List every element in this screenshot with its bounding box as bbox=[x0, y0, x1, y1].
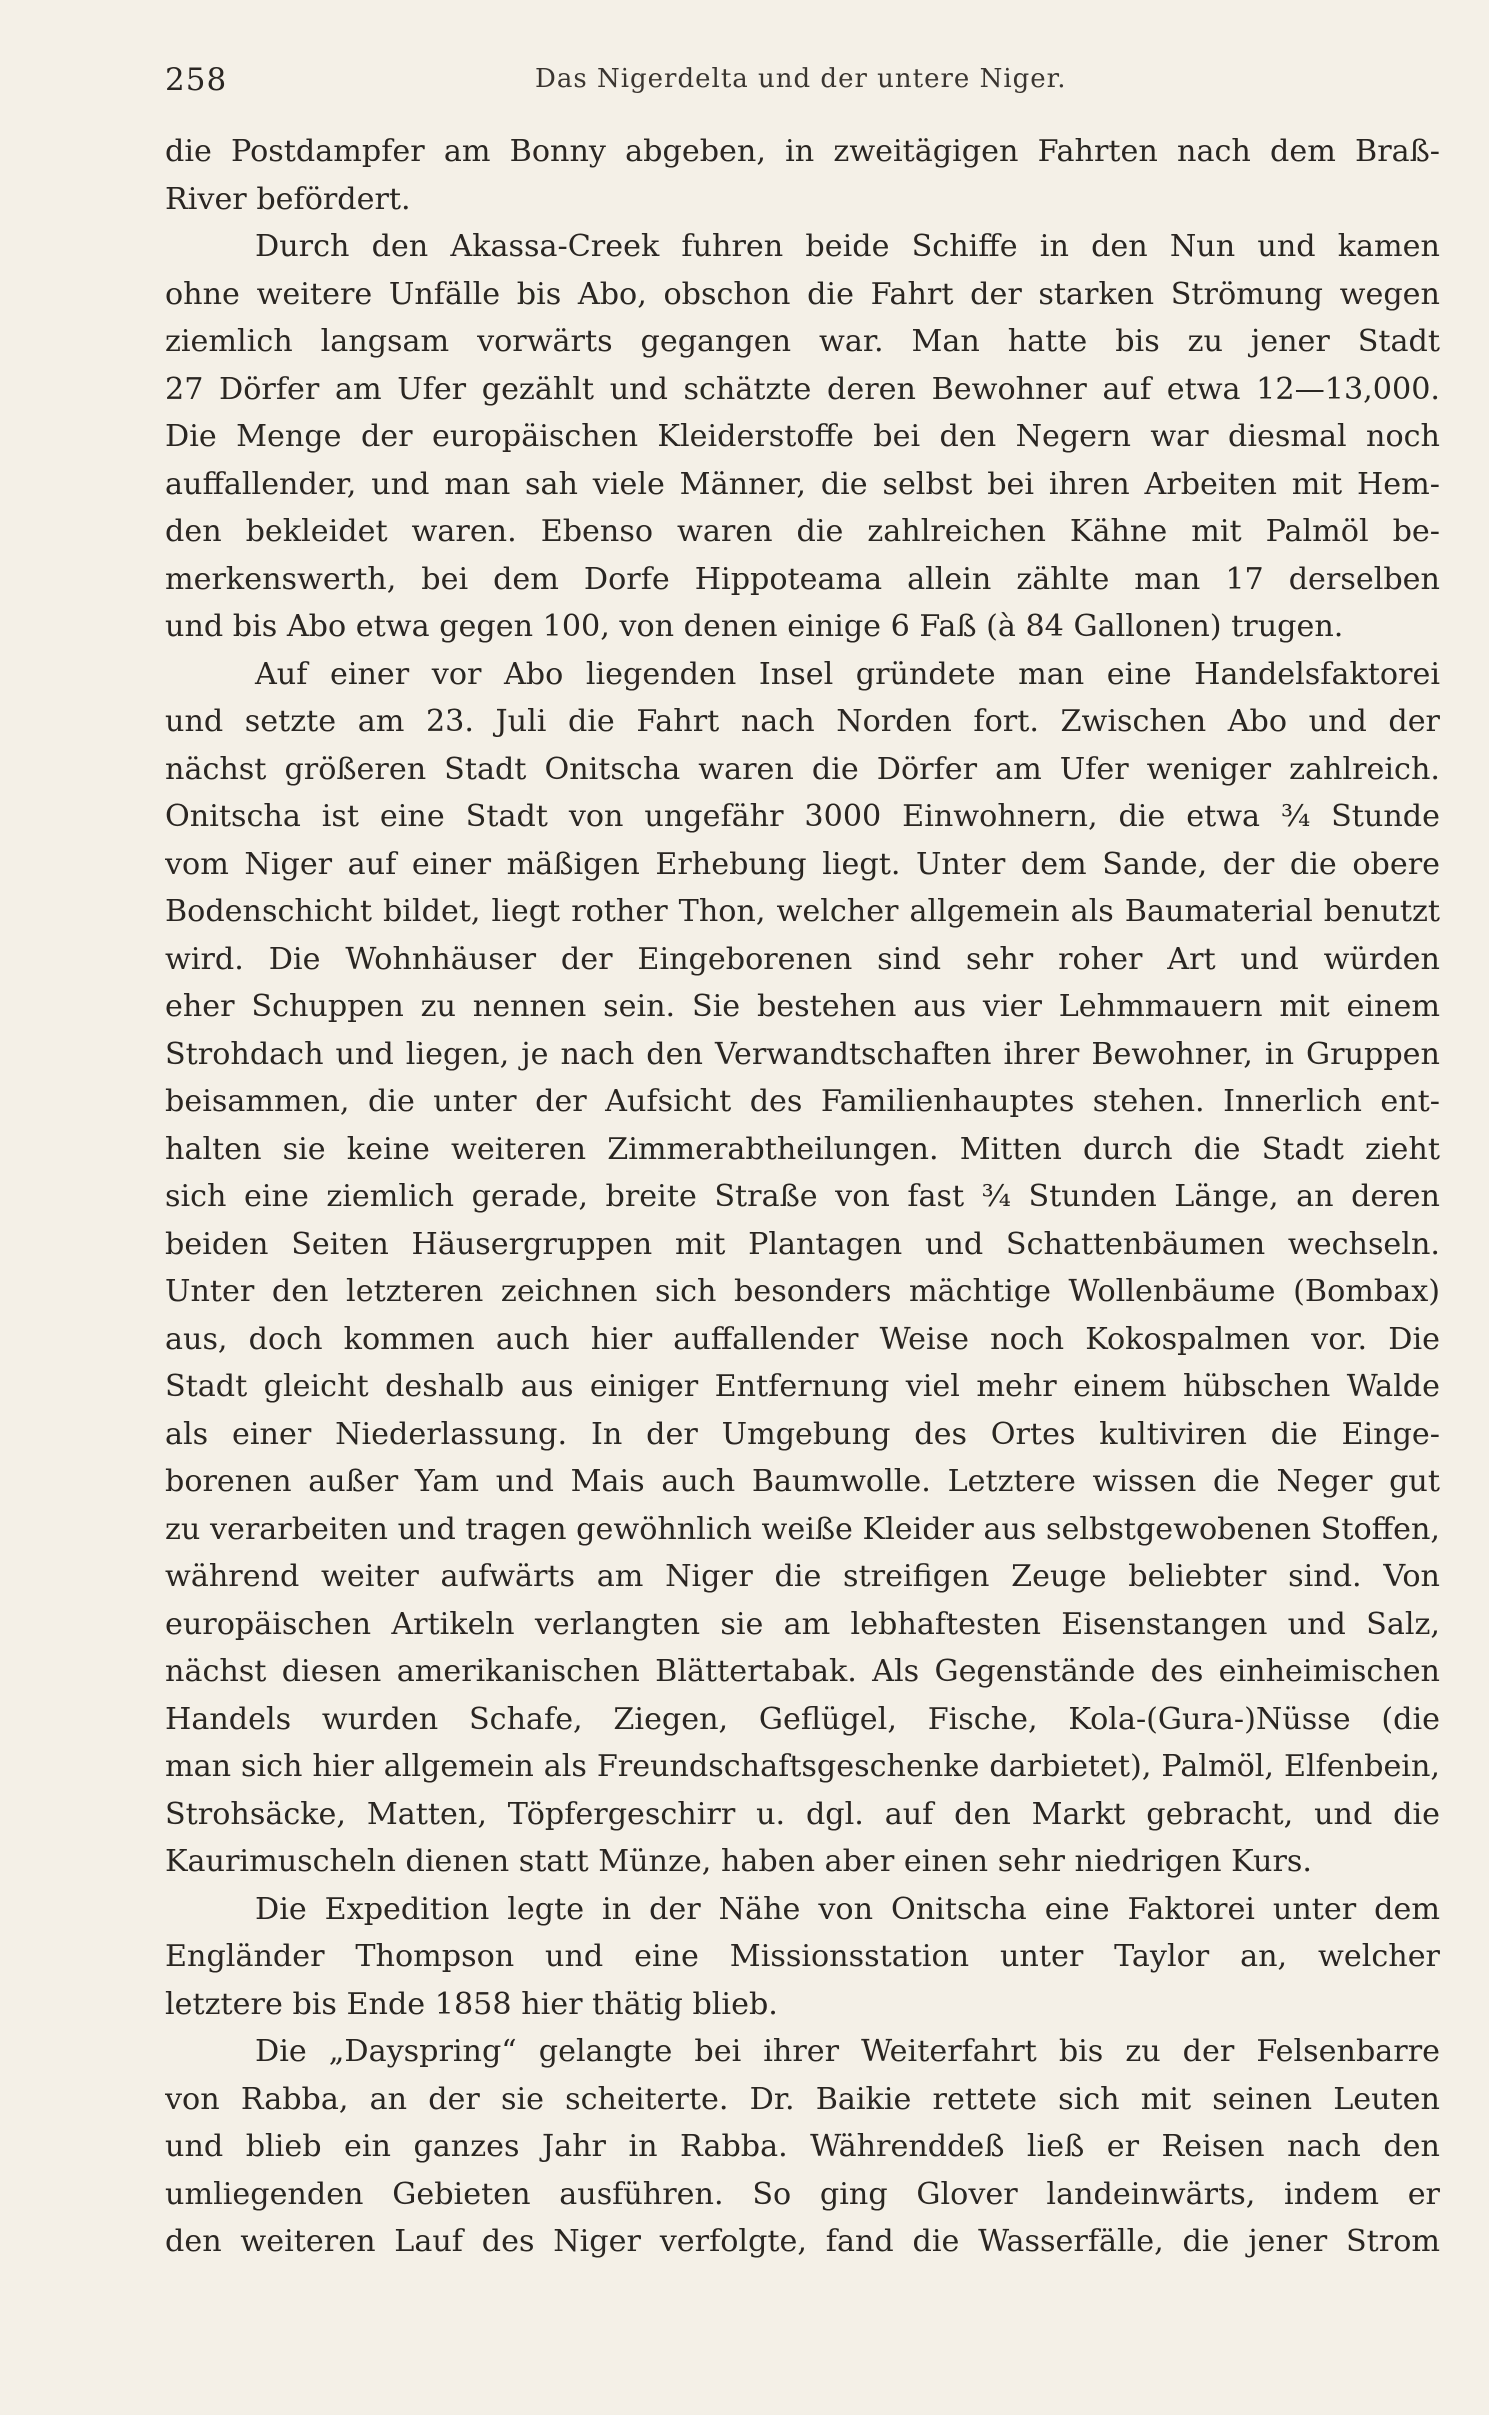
page-header bbox=[165, 62, 1445, 106]
text-line: aus, doch kommen auch hier auffallender Weise noch Kokospalmen vor. Die bbox=[165, 1321, 1440, 1357]
text-line: letztere bis Ende 1858 hier thätig blieb. bbox=[165, 1986, 778, 2022]
text-line: und bis Abo etwa gegen 100, von denen einige 6 Faß (à 84 Gallonen) trugen. bbox=[165, 609, 1344, 644]
text-line: Strohdach und liegen, je nach den Verwandtschaften ihrer Bewohner, in Gruppen bbox=[165, 1036, 1440, 1072]
text-line: Onitscha ist eine Stadt von ungefähr 3000 Einwohnern, die etwa ¾ Stunde bbox=[165, 799, 1440, 834]
text-line: Die Expedition legte in der Nähe von Onitscha eine Faktorei unter dem bbox=[255, 1891, 1440, 1927]
text-line: und setzte am 23. Juli die Fahrt nach Norden fort. Zwischen Abo und der bbox=[165, 704, 1440, 739]
text-line: Unter den letzteren zeichnen sich besonders mächtige Wollenbäume (Bombax) bbox=[165, 1274, 1440, 1309]
text-line: zu verarbeiten und tragen gewöhnlich weiße Kleider aus selbstgewobenen Stoffen, bbox=[165, 1511, 1440, 1547]
text-line: von Rabba, an der sie scheiterte. Dr. Baikie rettete sich mit seinen Leuten bbox=[165, 2081, 1440, 2117]
text-line: und blieb ein ganzes Jahr in Rabba. Währenddeß ließ er Reisen nach den bbox=[165, 2129, 1440, 2164]
text-line: borenen außer Yam und Mais auch Baumwolle. Letztere wissen die Neger gut bbox=[165, 1464, 1440, 1499]
text-line: den bekleidet waren. Ebenso waren die zahlreichen Kähne mit Palmöl be- bbox=[165, 514, 1440, 549]
text-line: Die Menge der europäischen Kleiderstoffe bei den Negern war diesmal noch bbox=[165, 419, 1440, 454]
text-line: wird. Die Wohnhäuser der Eingeborenen sind sehr roher Art und würden bbox=[165, 941, 1440, 977]
text-line: Durch den Akassa-Creek fuhren beide Schiffe in den Nun und kamen bbox=[255, 229, 1440, 264]
text-line: halten sie keine weiteren Zimmerabtheilungen. Mitten durch die Stadt zieht bbox=[165, 1131, 1440, 1167]
text-line: River befördert. bbox=[165, 181, 411, 217]
text-line: umliegenden Gebieten ausführen. So ging Glover landeinwärts, indem er bbox=[165, 2176, 1440, 2212]
text-line: ziemlich langsam vorwärts gegangen war. Man hatte bis zu jener Stadt bbox=[165, 324, 1440, 359]
text-line: 27 Dörfer am Ufer gezählt und schätzte deren Bewohner auf etwa 12—13,000. bbox=[165, 371, 1440, 407]
text-line: die Postdampfer am Bonny abgeben, in zweitägigen Fahrten nach dem Braß- bbox=[165, 134, 1440, 169]
text-line: eher Schuppen zu nennen sein. Sie bestehen aus vier Lehmmauern mit einem bbox=[165, 989, 1440, 1024]
text-line: während weiter aufwärts am Niger die streifigen Zeuge beliebter sind. Von bbox=[165, 1559, 1440, 1594]
page-number: 258 bbox=[165, 62, 228, 98]
text-line: nächst größeren Stadt Onitscha waren die Dörfer am Ufer weniger zahlreich. bbox=[165, 751, 1440, 787]
text-line: Handels wurden Schafe, Ziegen, Geflügel, Fische, Kola-(Gura-)Nüsse (die bbox=[165, 1701, 1440, 1737]
text-line: Engländer Thompson und eine Missionsstation unter Taylor an, welcher bbox=[165, 1939, 1440, 1974]
text-line: Die „Dayspring“ gelangte bei ihrer Weiterfahrt bis zu der Felsenbarre bbox=[255, 2034, 1440, 2069]
text-line: den weiteren Lauf des Niger verfolgte, fand die Wasserfälle, die jener Strom bbox=[165, 2224, 1440, 2259]
text-line: beiden Seiten Häusergruppen mit Plantagen und Schattenbäumen wechseln. bbox=[165, 1226, 1440, 1262]
text-line: Stadt gleicht deshalb aus einiger Entfernung viel mehr einem hübschen Walde bbox=[165, 1369, 1440, 1404]
text-line: europäischen Artikeln verlangten sie am lebhaftesten Eisenstangen und Salz, bbox=[165, 1606, 1440, 1642]
text-line: beisammen, die unter der Aufsicht des Familienhauptes stehen. Innerlich ent- bbox=[165, 1084, 1440, 1119]
text-line: auffallender, und man sah viele Männer, die selbst bei ihren Arbeiten mit Hem- bbox=[165, 466, 1440, 502]
running-title: Das Nigerdelta und der untere Niger. bbox=[535, 64, 1067, 94]
text-line: ohne weitere Unfälle bis Abo, obschon die Fahrt der starken Strömung wegen bbox=[165, 276, 1440, 312]
text-line: man sich hier allgemein als Freundschaftsgeschenke darbietet), Palmöl, Elfenbein, bbox=[165, 1749, 1440, 1784]
text-line: als einer Niederlassung. In der Umgebung des Ortes kultiviren die Einge- bbox=[165, 1416, 1440, 1452]
text-line: vom Niger auf einer mäßigen Erhebung liegt. Unter dem Sande, der die obere bbox=[165, 846, 1440, 882]
text-line: Auf einer vor Abo liegenden Insel gründete man eine Handelsfaktorei bbox=[255, 656, 1440, 692]
text-line: Strohsäcke, Matten, Töpfergeschirr u. dgl. auf den Markt gebracht, und die bbox=[165, 1796, 1440, 1832]
body-text bbox=[165, 128, 1440, 2266]
text-line: Bodenschicht bildet, liegt rother Thon, welcher allgemein als Baumaterial benutzt bbox=[165, 894, 1440, 929]
text-line: merkenswerth, bei dem Dorfe Hippoteama allein zählte man 17 derselben bbox=[165, 561, 1440, 597]
text-line: Kaurimuscheln dienen statt Münze, haben aber einen sehr niedrigen Kurs. bbox=[165, 1844, 1312, 1879]
text-line: nächst diesen amerikanischen Blättertabak. Als Gegenstände des einheimischen bbox=[165, 1654, 1440, 1689]
text-line: sich eine ziemlich gerade, breite Straße von fast ¾ Stunden Länge, an deren bbox=[165, 1179, 1440, 1214]
